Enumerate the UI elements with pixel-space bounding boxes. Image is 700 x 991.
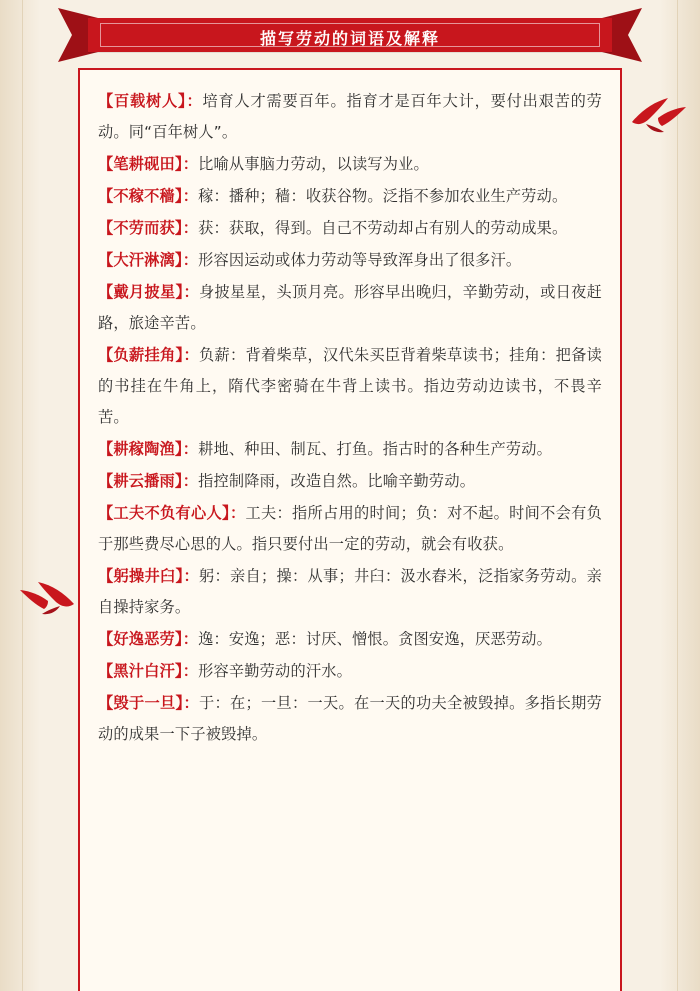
entry-definition: 躬：亲自；操：从事；井臼：汲水舂米，泛指家务劳动。亲自操持家务。 [98,567,602,616]
content-card [78,68,622,991]
entry-definition: 身披星星，头顶月亮。形容早出晚归，辛勤劳动，或日夜赶路，旅途辛苦。 [98,283,602,332]
list-item [98,656,602,687]
entry-separator: ： [182,472,199,490]
list-item [98,340,602,433]
entry-term: 【不稼不穑】 [98,187,183,205]
entry-definition: 负薪：背着柴草，汉代朱买臣背着柴草读书；挂角：把备读的书挂在牛角上，隋代李密骑在牛背上读书。指边劳动边读书，不畏辛苦。 [98,346,602,426]
entry-list [98,86,602,750]
entry-separator: ： [182,662,199,680]
entry-definition: 耕地、种田、制瓦、打鱼。指古时的各种生产劳动。 [198,440,553,458]
entry-term: 【百载树人】 [98,92,187,110]
entry-term: 【黑汁白汗】 [98,662,183,680]
entry-separator: ： [183,567,199,585]
entry-term: 【好逸恶劳】 [98,630,183,648]
right-edge-rule [677,0,678,991]
list-item [98,181,602,212]
entry-definition: 比喻从事脑力劳动，以读写为业。 [198,155,429,173]
entry-separator: ： [182,440,199,458]
entry-separator: ： [182,219,199,237]
list-item [98,688,602,750]
list-item [98,624,602,655]
list-item [98,277,602,339]
list-item [98,561,602,623]
entry-definition: 于：在；一旦：一天。在一天的功夫全被毁掉。多指长期劳动的成果一下子被毁掉。 [98,694,602,743]
entry-term: 【躬操井臼】 [98,567,184,585]
entry-separator: ： [229,504,246,522]
entry-separator: ： [186,92,203,110]
header-banner [0,8,700,64]
left-edge-rule [22,0,23,991]
list-item [98,245,602,276]
entry-separator: ： [182,630,199,648]
bird-icon [628,92,688,136]
entry-term: 【工夫不负有心人】 [98,504,230,522]
bird-icon [20,576,78,618]
entry-term: 【笔耕砚田】 [98,155,183,173]
entry-definition: 指控制降雨，改造自然。比喻辛勤劳动。 [198,472,476,490]
ribbon [88,18,612,52]
list-item [98,466,602,497]
entry-definition: 稼：播种；穑：收获谷物。泛指不参加农业生产劳动。 [198,187,568,205]
entry-separator: ： [182,251,199,269]
entry-term: 【耕云播雨】 [98,472,183,490]
list-item [98,213,602,244]
entry-term: 【不劳而获】 [98,219,183,237]
page-title: 描写劳动的词语及解释 [259,29,440,48]
entry-separator: ： [183,694,199,712]
entry-definition: 形容因运动或体力劳动等导致浑身出了很多汗。 [198,251,522,269]
entry-term: 【负薪挂角】 [98,346,184,364]
list-item [98,149,602,180]
entry-definition: 获：获取，得到。自己不劳动却占有别人的劳动成果。 [198,219,568,237]
entry-term: 【耕稼陶渔】 [98,440,183,458]
entry-definition: 形容辛勤劳动的汗水。 [198,662,352,680]
list-item [98,86,602,148]
entry-separator: ： [183,283,199,301]
entry-separator: ： [182,155,199,173]
entry-term: 【大汗淋漓】 [98,251,183,269]
entry-definition: 工夫：指所占用的时间；负：对不起。时间不会有负于那些费尽心思的人。指只要付出一定的劳动，就会有收获。 [98,504,603,553]
entry-term: 【毁于一旦】 [98,694,184,712]
entry-definition: 逸：安逸；恶：讨厌、憎恨。贪图安逸，厌恶劳动。 [198,630,553,648]
list-item [98,434,602,465]
entry-definition: 培育人才需要百年。指育才是百年大计，要付出艰苦的劳动。同“百年树人”。 [98,92,603,141]
list-item [98,498,602,560]
entry-separator: ： [182,187,199,205]
entry-separator: ： [183,346,199,364]
entry-term: 【戴月披星】 [98,283,184,301]
